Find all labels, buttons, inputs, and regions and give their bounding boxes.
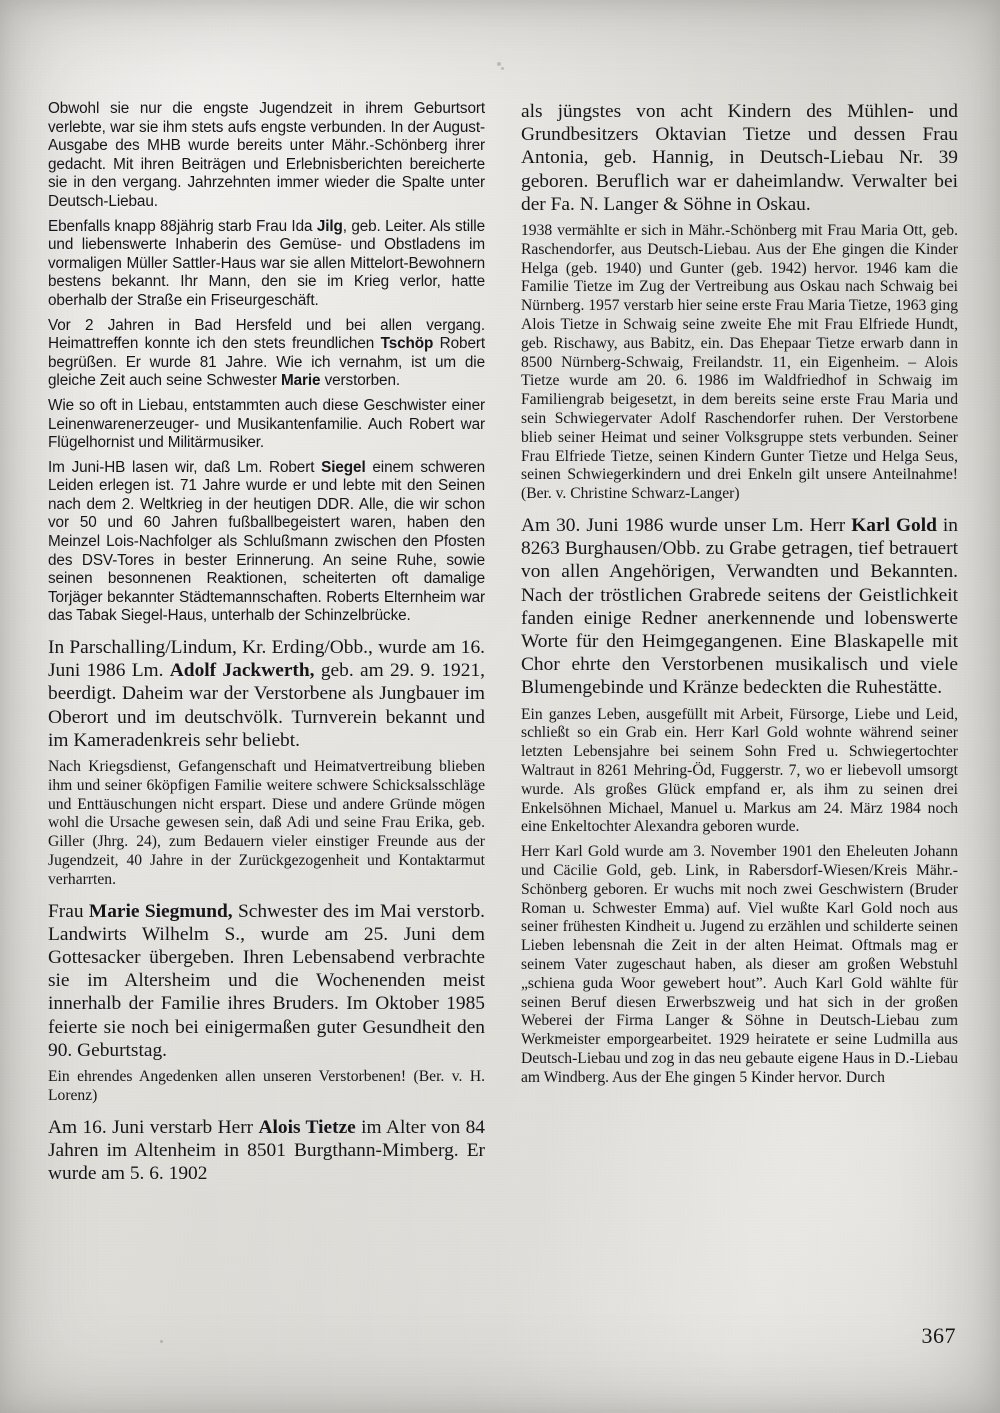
paragraph-ida-jilg: Ebenfalls knapp 88jährig starb Frau Ida Jilg, geb. Leiter. Als stille und liebenswerte Inhaberin des Gemüse- und Obstladens im vormaligen Müller Sattler-Haus war sie allen Mittelort-Bewohnern bestens bekannt. Ihr Mann, den sie im Krieg verlor, hatte oberhalb der Straße ein Friseurgeschäft.: [48, 217, 485, 309]
paper-speck: [160, 1340, 163, 1343]
paragraph-karl-gold-head: Am 30. Juni 1986 wurde unser Lm. Herr Karl Gold in 8263 Burghausen/Obb. zu Grabe getragen, tief betrauert von allen Angehörigen, Verwandten und Bekannten. Nach der tröstlichen Grabrede seitens der Geistlichkeit fanden einige Redner anerkennende und lobenswerte Worte für den Heimgegangenen. Eine Blaskapelle mit Chor ehrte den Verstorbenen musikalisch und viele Blumengebinde und Kränze bedeckten die Ruhestätte.: [521, 514, 959, 699]
paragraph-adolf-jackwerth-body: Nach Kriegsdienst, Gefangenschaft und Heimatvertreibung blieben ihm und seiner 6köpfigen Familie weitere schwere Schicksalsschläge und Enttäuschungen nicht erspart. Diese und andere Gründe mögen wohl die Ursache gewesen sein, daß Adi und seine Frau Erika, geb. Giller (Jhrg. 24), zum Bedauern vieler einstiger Freunde aus der Jugendzeit, 40 Jahre in der Zurückgezogenheit und Kontaktarmut verharrten.: [48, 758, 485, 888]
paragraph-karl-gold-body2: Herr Karl Gold wurde am 3. November 1901 den Eheleuten Johann und Cäcilie Gold, geb. Link, in Rabersdorf-Wiesen/Kreis Mähr.-Schönberg geboren. Er wuchs mit noch zwei Geschwistern (Bruder Roman u. Schwester Emma) auf. Viel wußte Karl Gold noch aus seiner frühesten Kindheit u. Jugend zu erzählen und schilderte seinen Lieben lebensnah die Zeit in der alten Heimat. Oftmals mag er seinem Vater zugeschaut haben, als dieser am großen Webstuhl „schiena guda Woor gewebert hout”. Auch Karl Gold wählte für seinen Beruf diesen Erwerbszweig und hat sich in der großen Weberei der Firma Langer & Söhne in Deutsch-Liebau zum Werkmeister emporgearbeitet. 1929 heiratete er seine Ludmilla aus Deutsch-Liebau und zog in das neu gebaute eigene Haus in D.-Liebau am Windberg. Aus der Ehe gingen 5 Kinder hervor. Durch: [521, 843, 958, 1086]
paragraph-alois-tietze-cont: als jüngstes von acht Kindern des Mühlen- und Grundbesitzers Oktavian Tietze und dessen Frau Antonia, geb. Hannig, in Deutsch-Liebau Nr. 39 geboren. Beruflich war er daheimlandw. Verwalter bei der Fa. N. Langer & Söhne in Oskau.: [521, 101, 958, 215]
paragraph-adolf-jackwerth-head: In Parschalling/Lindum, Kr. Erding/Obb., wurde am 16. Juni 1986 Lm. Adolf Jackwerth, geb. am 29. 9. 1921, beerdigt. Daheim war der Verstorbene als Jungbauer im Oberort und im deutschvölk. Turnverein bekannt und im Kameradenkreis sehr beliebt.: [48, 637, 485, 751]
paragraph-jilg-obituary: Obwohl sie nur die engste Jugendzeit in ihrem Geburtsort verlebte, war sie ihm stets aufs engste verbunden. In der August-Ausgabe des MHB wurde bereits unter Mähr.-Schönberg ihrer gedacht. Mit ihren Beiträgen und Erlebnisberichten bereicherte sie in den vergang. Jahrzehnten immer wieder die Spalte unter Deutsch-Liebau.: [48, 100, 485, 210]
right-column: [521, 100, 958, 1185]
paragraph-alois-tietze-body: 1938 vermählte er sich in Mähr.-Schönberg mit Frau Maria Ott, geb. Raschendorfer, aus Deutsch-Liebau. Aus der Ehe gingen die Kinder Helga (geb. 1940) und Gunter (geb. 1942) hervor. 1946 kam die Familie Tietze im Zug der Vertreibung aus Oskau nach Schwaig bei Nürnberg. 1957 verstarb hier seine erste Frau Maria Tietze, 1963 ging Alois Tietze in Schwaig seine zweite Ehe mit Frau Elfriede Hundt, geb. Rischawy, aus Babitz, ein. Das Ehepaar Tietze erwarb dann in 8500 Nürnberg-Schwaig, Freilandstr. 11, ein Eigenheim. – Alois Tietze wurde am 20. 6. 1986 im Waldfriedhof in Schwaig im Familiengrab beigesetzt, in dem bereits seine erste Frau Maria und sein Schwiegervater Adolf Raschendorfer ruhen. Der Verstorbene blieb seiner Heimat und seiner Volksgruppe stets verbunden. Seiner Frau Elfriede Tietze, seinen Kindern Gunter Tietze und Helga Seus, seinen Schwiegerkindern und drei Enkeln gilt unsere Anteilnahme! (Ber. v. Christine Schwarz-Langer): [521, 222, 958, 503]
paragraph-karl-gold-body: Ein ganzes Leben, ausgefüllt mit Arbeit, Fürsorge, Liebe und Leid, schließt so ein Grab ein. Herr Karl Gold wohnte während seiner letzten Lebensjahre bei seinem Sohn Fred u. Schwiegertochter Waltraut in 8261 Mehring-Öd, Fuggerstr. 7, wo er liebevoll umsorgt wurde. Als großes Glück empfand er, als ihm zu seinen drei Enkelsöhnen Michael, Manuel u. Markus am 24. März 1984 noch eine Enkeltochter Alexandra geboren wurde.: [521, 705, 958, 836]
paragraph-robert-siegel: Im Juni-HB lasen wir, daß Lm. Robert Siegel einem schweren Leiden erlegen ist. 71 Jahre wurde er und lebte mit den Seinen nach dem 2. Weltkrieg in der heutigen DDR. Alle, die wir schon vor 50 und 60 Jahren fußballbegeistert waren, haben den Meinzel Lois-Nachfolger als Schlußmann zwischen den Pfosten des DSV-Tores in bester Erinnerung. An seine Ruhe, sowie seinen besonnenen Reaktionen, scheiterten oft damalige Torjäger bekannter Städtemannschaften. Roberts Elternheim war das Tabak Siegel-Haus, unterhalb der Schinzelbrücke.: [48, 458, 485, 625]
paragraph-ehrendes-angedenken: Ein ehrendes Angedenken allen unseren Verstorbenen! (Ber. v. H. Lorenz): [48, 1068, 485, 1104]
paragraph-liebau-geschwister: Wie so oft in Liebau, entstammten auch diese Geschwister einer Leinenwarenerzeuger- und Musikantenfamilie. Auch Robert war Flügelhornist und Militärmusiker.: [48, 396, 485, 452]
paper-speck: [501, 67, 504, 70]
left-column: [48, 100, 485, 1185]
page-columns: [48, 100, 958, 1185]
paragraph-alois-tietze-head: Am 16. Juni verstarb Herr Alois Tietze im Alter von 84 Jahren im Altenheim in 8501 Burgthann-Mimberg. Er wurde am 5. 6. 1902: [48, 1116, 486, 1185]
paragraph-tschoep: Vor 2 Jahren in Bad Hersfeld und bei allen vergang. Heimattreffen konnte ich den stets freundlichen Tschöp Robert begrüßen. Er wurde 81 Jahre. Wie ich vernahm, ist um die gleiche Zeit auch seine Schwester Marie verstorben.: [48, 316, 485, 390]
paper-speck: [497, 62, 501, 66]
paragraph-marie-siegmund: Frau Marie Siegmund, Schwester des im Mai verstorb. Landwirts Wilhelm S., wurde am 25. Juni dem Gottesacker übergeben. Ihren Lebensabend verbrachte sie im Altersheim und die Wochenenden meist innerhalb der Familie ihres Bruders. Im Oktober 1985 feierte sie noch bei einigermaßen guter Gesundheit den 90. Geburtstag.: [48, 900, 485, 1061]
page-number: 367: [921, 1323, 956, 1348]
